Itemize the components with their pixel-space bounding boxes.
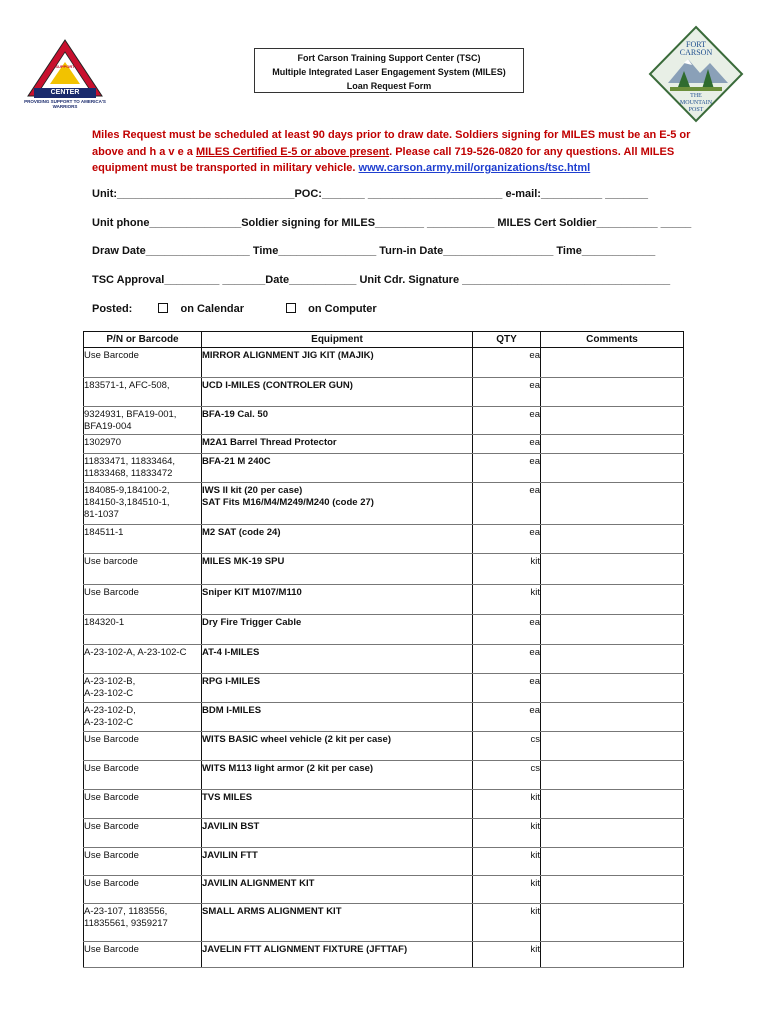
table-row bbox=[84, 585, 684, 615]
scheduling-notice bbox=[92, 127, 692, 177]
table-row bbox=[84, 703, 684, 732]
pn-cell: 184085-9,184100-2, 184150-3,184510-1, 81-1037 bbox=[84, 483, 202, 525]
comments-cell[interactable] bbox=[541, 615, 684, 645]
qty-cell: kit bbox=[473, 904, 541, 942]
equipment-cell: M2A1 Barrel Thread Protector bbox=[202, 435, 473, 454]
unit-poc-email-row[interactable]: Unit:_____________________________POC:_______ ______________________ e-mail:__________ _______ bbox=[92, 188, 648, 200]
comments-cell[interactable] bbox=[541, 407, 684, 435]
comments-cell[interactable] bbox=[541, 645, 684, 674]
pn-cell: Use Barcode bbox=[84, 848, 202, 876]
comments-cell[interactable] bbox=[541, 378, 684, 407]
logo-top-text: SUPPORT bbox=[55, 64, 75, 69]
comments-cell[interactable] bbox=[541, 904, 684, 942]
tsc-website-link[interactable]: www.carson.army.mil/organizations/tsc.html bbox=[358, 162, 591, 174]
pn-cell: Use Barcode bbox=[84, 348, 202, 378]
comments-cell[interactable] bbox=[541, 876, 684, 904]
qty-cell: kit bbox=[473, 790, 541, 819]
title-line-1: Fort Carson Training Support Center (TSC) bbox=[297, 53, 481, 63]
equipment-cell: BFA-21 M 240C bbox=[202, 454, 473, 483]
notice-text-1: Miles Request must be scheduled at least 90 days prior to draw date. Soldiers signing for MILES must be an E-5 or above and h a v e a bbox=[92, 129, 691, 158]
on-computer-label: on Computer bbox=[308, 303, 377, 315]
notice-text-2: . Please call 719-526-0820 for any questions. All MILES equipment must be transported in military vehicle. bbox=[92, 145, 675, 174]
table-row bbox=[84, 732, 684, 761]
table-row bbox=[84, 819, 684, 848]
comments-cell[interactable] bbox=[541, 761, 684, 790]
qty-cell: kit bbox=[473, 942, 541, 968]
on-calendar-checkbox[interactable] bbox=[158, 303, 168, 313]
qty-cell: ea bbox=[473, 483, 541, 525]
qty-cell: ea bbox=[473, 703, 541, 732]
phone-soldier-cert-row[interactable]: Unit phone_______________Soldier signing for MILES________ ___________ MILES Cert Soldier__________ _____ bbox=[92, 217, 692, 229]
table-row bbox=[84, 848, 684, 876]
table-row bbox=[84, 615, 684, 645]
table-row bbox=[84, 761, 684, 790]
equipment-cell: JAVILIN BST bbox=[202, 819, 473, 848]
logo-motto: PROVIDING SUPPORT TO AMERICA'S WARRIORS bbox=[24, 99, 106, 109]
notice-underlined: MILES Certified E-5 or above present bbox=[195, 145, 390, 158]
comments-cell[interactable] bbox=[541, 348, 684, 378]
draw-turnin-row[interactable]: Draw Date_________________ Time________________ Turn-in Date__________________ Time____________ bbox=[92, 245, 656, 257]
table-row bbox=[84, 645, 684, 674]
equipment-cell: WITS BASIC wheel vehicle (2 kit per case) bbox=[202, 732, 473, 761]
qty-cell: ea bbox=[473, 674, 541, 703]
qty-cell: cs bbox=[473, 732, 541, 761]
equipment-cell: JAVILIN FTT bbox=[202, 848, 473, 876]
comments-cell[interactable] bbox=[541, 554, 684, 585]
pn-cell: Use Barcode bbox=[84, 585, 202, 615]
qty-cell: ea bbox=[473, 407, 541, 435]
pn-cell: 184320-1 bbox=[84, 615, 202, 645]
equipment-cell: AT-4 I-MILES bbox=[202, 645, 473, 674]
qty-cell: kit bbox=[473, 876, 541, 904]
equipment-cell: M2 SAT (code 24) bbox=[202, 525, 473, 554]
qty-cell: ea bbox=[473, 435, 541, 454]
qty-cell: ea bbox=[473, 348, 541, 378]
equipment-rows bbox=[84, 348, 684, 968]
equipment-cell: IWS II kit (20 per case) SAT Fits M16/M4/M249/M240 (code 27) bbox=[202, 483, 473, 525]
comments-cell[interactable] bbox=[541, 674, 684, 703]
table-row bbox=[84, 904, 684, 942]
table-row bbox=[84, 674, 684, 703]
table-row bbox=[84, 407, 684, 435]
logo-mountain-post-text: THE MOUNTAIN POST bbox=[679, 93, 713, 113]
table-row bbox=[84, 790, 684, 819]
comments-cell[interactable] bbox=[541, 703, 684, 732]
equipment-cell: JAVELIN FTT ALIGNMENT FIXTURE (JFTTAF) bbox=[202, 942, 473, 968]
pn-cell: Use barcode bbox=[84, 554, 202, 585]
fort-carson-logo bbox=[648, 25, 744, 123]
equipment-cell: BFA-19 Cal. 50 bbox=[202, 407, 473, 435]
table-row bbox=[84, 525, 684, 554]
equipment-cell: Dry Fire Trigger Cable bbox=[202, 615, 473, 645]
equipment-cell: Sniper KIT M107/M110 bbox=[202, 585, 473, 615]
equipment-cell: RPG I-MILES bbox=[202, 674, 473, 703]
comments-cell[interactable] bbox=[541, 435, 684, 454]
table-row bbox=[84, 454, 684, 483]
pn-cell: 184511-1 bbox=[84, 525, 202, 554]
table-row bbox=[84, 554, 684, 585]
pn-cell: A-23-102-A, A-23-102-C bbox=[84, 645, 202, 674]
pn-cell: Use Barcode bbox=[84, 761, 202, 790]
col-header-equipment: Equipment bbox=[202, 332, 473, 348]
qty-cell: cs bbox=[473, 761, 541, 790]
on-computer-checkbox[interactable] bbox=[286, 303, 296, 313]
table-row bbox=[84, 483, 684, 525]
title-line-2: Multiple Integrated Laser Engagement System (MILES) bbox=[272, 67, 506, 77]
equipment-cell: SMALL ARMS ALIGNMENT KIT bbox=[202, 904, 473, 942]
pn-cell: 1302970 bbox=[84, 435, 202, 454]
comments-cell[interactable] bbox=[541, 790, 684, 819]
pn-cell: Use Barcode bbox=[84, 732, 202, 761]
qty-cell: ea bbox=[473, 615, 541, 645]
logo-fort-carson-text: FORT CARSON bbox=[679, 40, 713, 57]
pn-cell: A-23-107, 1183556, 11835561, 9359217 bbox=[84, 904, 202, 942]
on-calendar-label: on Calendar bbox=[180, 303, 245, 315]
approval-signature-row[interactable]: TSC Approval_________ _______Date___________ Unit Cdr. Signature __________________________________ bbox=[92, 274, 671, 286]
pn-cell: 183571-1, AFC-508, bbox=[84, 378, 202, 407]
comments-cell[interactable] bbox=[541, 848, 684, 876]
posted-row bbox=[92, 303, 377, 315]
qty-cell: kit bbox=[473, 848, 541, 876]
comments-cell[interactable] bbox=[541, 483, 684, 525]
equipment-cell: MIRROR ALIGNMENT JIG KIT (MAJIK) bbox=[202, 348, 473, 378]
col-header-qty: QTY bbox=[473, 332, 541, 348]
logo-center-text: CENTER bbox=[50, 89, 80, 96]
equipment-cell: TVS MILES bbox=[202, 790, 473, 819]
form-title-box bbox=[254, 48, 524, 93]
qty-cell: kit bbox=[473, 554, 541, 585]
table-row bbox=[84, 435, 684, 454]
equipment-cell: MILES MK-19 SPU bbox=[202, 554, 473, 585]
comments-cell[interactable] bbox=[541, 454, 684, 483]
equipment-cell: JAVILIN ALIGNMENT KIT bbox=[202, 876, 473, 904]
table-row bbox=[84, 378, 684, 407]
pn-cell: A-23-102-B, A-23-102-C bbox=[84, 674, 202, 703]
comments-cell[interactable] bbox=[541, 819, 684, 848]
equipment-cell: WITS M113 light armor (2 kit per case) bbox=[202, 761, 473, 790]
tsc-logo bbox=[26, 38, 104, 110]
equipment-cell: BDM I-MILES bbox=[202, 703, 473, 732]
col-header-comments: Comments bbox=[541, 332, 684, 348]
qty-cell: ea bbox=[473, 454, 541, 483]
qty-cell: ea bbox=[473, 645, 541, 674]
pn-cell: Use Barcode bbox=[84, 819, 202, 848]
table-header-row bbox=[84, 332, 684, 348]
posted-label: Posted: bbox=[92, 303, 133, 315]
col-header-pn: P/N or Barcode bbox=[84, 332, 202, 348]
comments-cell[interactable] bbox=[541, 732, 684, 761]
title-line-3: Loan Request Form bbox=[346, 81, 432, 91]
comments-cell[interactable] bbox=[541, 942, 684, 968]
table-row bbox=[84, 942, 684, 968]
table-row bbox=[84, 348, 684, 378]
pn-cell: A-23-102-D, A-23-102-C bbox=[84, 703, 202, 732]
pn-cell: 11833471, 11833464, 11833468, 11833472 bbox=[84, 454, 202, 483]
equipment-cell: UCD I-MILES (CONTROLER GUN) bbox=[202, 378, 473, 407]
pn-cell: Use Barcode bbox=[84, 942, 202, 968]
comments-cell[interactable] bbox=[541, 525, 684, 554]
comments-cell[interactable] bbox=[541, 585, 684, 615]
pn-cell: 9324931, BFA19-001, BFA19-004 bbox=[84, 407, 202, 435]
pn-cell: Use Barcode bbox=[84, 790, 202, 819]
table-row bbox=[84, 876, 684, 904]
qty-cell: kit bbox=[473, 819, 541, 848]
pn-cell: Use Barcode bbox=[84, 876, 202, 904]
qty-cell: kit bbox=[473, 585, 541, 615]
equipment-table bbox=[83, 331, 684, 968]
qty-cell: ea bbox=[473, 525, 541, 554]
qty-cell: ea bbox=[473, 378, 541, 407]
